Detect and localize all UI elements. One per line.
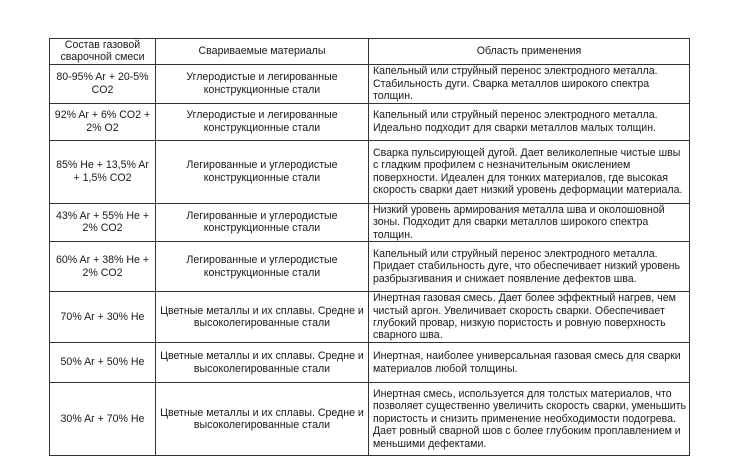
materials-cell: Углеродистые и легированные конструкционные стали — [156, 103, 369, 140]
mixture-cell: 30% Ar + 70% He — [50, 383, 156, 456]
welding-gas-mixtures-table — [49, 38, 690, 456]
table-row — [50, 203, 690, 241]
materials-cell: Легированные и углеродистые конструкционные стали — [156, 203, 369, 241]
header-application: Область применения — [369, 39, 690, 65]
materials-cell: Цветные металлы и их сплавы. Средне и высоколегированные стали — [156, 292, 369, 343]
materials-cell: Углеродистые и легированные конструкционные стали — [156, 64, 369, 103]
application-cell: Инертная, наиболее универсальная газовая смесь для сварки материалов любой толщины. — [369, 343, 690, 383]
header-materials: Свариваемые материалы — [156, 39, 369, 65]
table-row — [50, 343, 690, 383]
table-row — [50, 103, 690, 140]
materials-cell: Легированные и углеродистые конструкционные стали — [156, 242, 369, 292]
application-cell: Инертная газовая смесь. Дает более эффектный нагрев, чем чистый аргон. Увеличивает скорость сварки. Обеспечивает глубокий провар, низкую пористость и ровную поверхность сварного шва. — [369, 292, 690, 343]
table-row — [50, 242, 690, 292]
application-cell: Низкий уровень армирования металла шва и околошовной зоны. Подходит для сварки металлов широкого спектра толщин. — [369, 203, 690, 241]
mixture-cell: 85% He + 13,5% Ar + 1,5% CO2 — [50, 140, 156, 203]
mixture-cell: 43% Ar + 55% He + 2% CO2 — [50, 203, 156, 241]
mixture-cell: 70% Ar + 30% He — [50, 292, 156, 343]
application-cell: Капельный или струйный перенос электродного металла. Идеально подходит для сварки металлов малых толщин. — [369, 103, 690, 140]
table-row — [50, 140, 690, 203]
materials-cell: Легированные и углеродистые конструкционные стали — [156, 140, 369, 203]
table-row — [50, 292, 690, 343]
mixture-cell: 92% Ar + 6% CO2 + 2% O2 — [50, 103, 156, 140]
application-cell: Сварка пульсирующей дугой. Дает великолепные чистые швы с гладким профилем с незначительным окислением поверхности. Идеален для тонких материалов, где высокая скорость сварки дает низкий уровень деформации материала. — [369, 140, 690, 203]
mixture-cell: 60% Ar + 38% He + 2% CO2 — [50, 242, 156, 292]
table-row — [50, 64, 690, 103]
header-mixture: Состав газовой сварочной смеси — [50, 39, 156, 65]
mixture-cell: 80-95% Ar + 20-5% CO2 — [50, 64, 156, 103]
header-row — [50, 39, 690, 65]
application-cell: Инертная смесь, используется для толстых материалов, что позволяет существенно увеличить скорость сварки, уменьшить пористость и снизить применение необходимости подогрева. Дает ровный сварной шов с более глубоким проплавлением и меньшими дефектами. — [369, 383, 690, 456]
mixture-cell: 50% Ar + 50% He — [50, 343, 156, 383]
application-cell: Капельный или струйный перенос электродного металла. Придает стабильность дуге, что обеспечивает низкий уровень разбрызгивания и снижает появление дефектов шва. — [369, 242, 690, 292]
materials-cell: Цветные металлы и их сплавы. Средне и высоколегированные стали — [156, 383, 369, 456]
table-row — [50, 383, 690, 456]
application-cell: Капельный или струйный перенос электродного металла. Стабильность дуги. Сварка металлов широкого спектра толщин. — [369, 64, 690, 103]
materials-cell: Цветные металлы и их сплавы. Средне и высоколегированные стали — [156, 343, 369, 383]
